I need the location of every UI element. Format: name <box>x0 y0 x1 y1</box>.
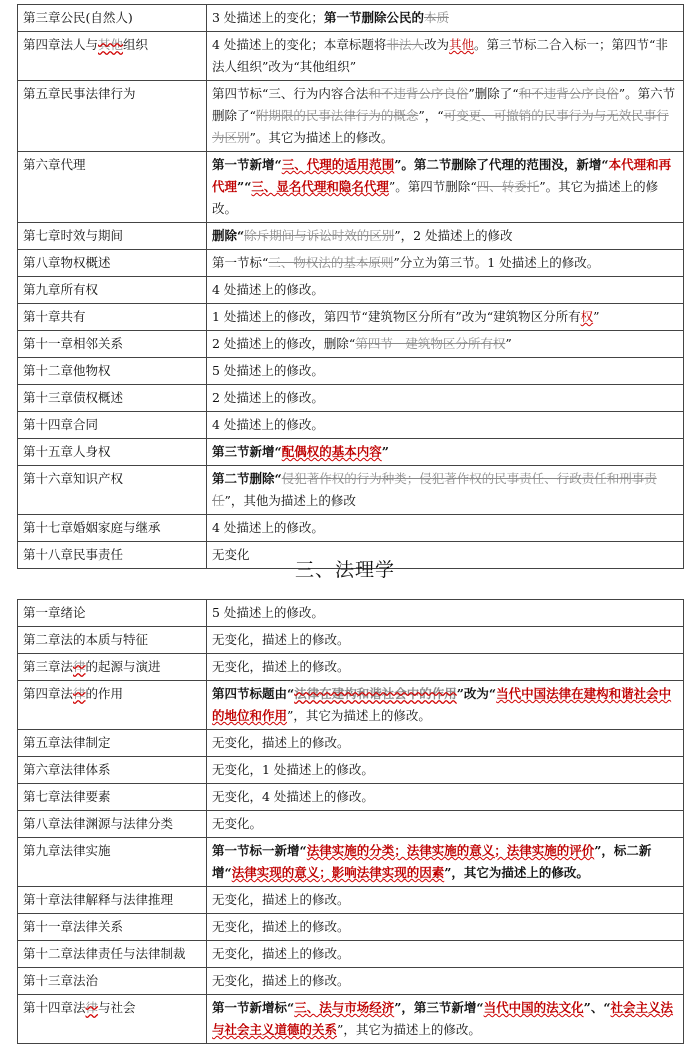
deleted-text: 律 <box>73 686 86 701</box>
change-text: 无变化，描述上的修改。 <box>212 735 350 750</box>
change-text: ”，“ <box>418 108 444 123</box>
chapter-cell <box>18 681 207 730</box>
deleted-text: 除斥期间与诉讼时效的区别 <box>244 228 395 243</box>
change-text: 无变化。 <box>212 816 263 831</box>
table-row <box>18 250 684 277</box>
chapter-title: 第一章绪论 <box>23 605 86 620</box>
table-row <box>18 223 684 250</box>
chapter-title: 组织 <box>123 37 149 52</box>
chapter-cell <box>18 81 207 152</box>
change-text: ”。其它为描述上的修改。 <box>249 130 394 145</box>
change-text: ”，其它为描述上的修改。 <box>444 865 589 880</box>
chapter-title: 第三章法 <box>23 659 74 674</box>
change-cell <box>207 466 684 515</box>
chapter-cell <box>18 152 207 223</box>
table-row <box>18 968 684 995</box>
table-row <box>18 995 684 1044</box>
deleted-text: 三、物权法的基本原则 <box>268 255 394 270</box>
added-text: 三、法与市场经济 <box>294 1000 395 1015</box>
table-row <box>18 811 684 838</box>
table-row <box>18 412 684 439</box>
deleted-text: 本质 <box>423 10 449 25</box>
change-text: ” <box>593 309 600 324</box>
change-text: 第一节删除公民的 <box>323 10 424 25</box>
deleted-text: 四、转委托 <box>476 179 540 194</box>
added-text: 配偶权的基本内容 <box>281 444 382 459</box>
change-text: ” <box>505 336 512 351</box>
change-text: 无变化，描述上的修改。 <box>212 659 350 674</box>
table-row <box>18 385 684 412</box>
table-row <box>18 941 684 968</box>
deleted-text: 第四节 建筑物区分所有权 <box>355 336 506 351</box>
table-row <box>18 358 684 385</box>
chapter-cell <box>18 654 207 681</box>
change-cell <box>207 515 684 542</box>
chapter-cell <box>18 757 207 784</box>
change-text: ”。第六节删除了“ <box>212 86 676 123</box>
change-text: ”。第二节删除了代理的范围没，新增“ <box>394 157 609 172</box>
change-cell <box>207 223 684 250</box>
deleted-text: 其他 <box>98 37 124 52</box>
change-cell <box>207 730 684 757</box>
chapter-title: 的起源与演进 <box>85 659 161 674</box>
chapter-cell <box>18 223 207 250</box>
change-text: ”。其它为描述上的修改。 <box>212 179 659 216</box>
chapter-cell <box>18 358 207 385</box>
change-text: 4 处描述上的修改。 <box>212 282 324 297</box>
deleted-text: 可变更、可撤销的民事行为与无效民事行为区别 <box>212 108 669 145</box>
change-text: 无变化，描述上的修改。 <box>212 919 350 934</box>
change-text: ”“ <box>237 179 252 194</box>
chapter-title: 第十七章婚姻家庭与继承 <box>23 520 161 535</box>
change-text: 第三节新增“ <box>212 444 282 459</box>
chapter-title: 第五章法律制定 <box>23 735 111 750</box>
chapter-cell <box>18 277 207 304</box>
change-cell <box>207 412 684 439</box>
change-text: 2 处描述上的修改，删除“ <box>212 336 356 351</box>
chapter-title: 第四章法人与 <box>23 37 99 52</box>
table-row <box>18 914 684 941</box>
change-text: 无变化，1 处描述上的修改。 <box>212 762 374 777</box>
chapter-cell <box>18 730 207 757</box>
chapter-cell <box>18 811 207 838</box>
table-row <box>18 466 684 515</box>
added-text: 权 <box>580 309 594 324</box>
chapter-cell <box>18 331 207 358</box>
chapter-title: 第四章法 <box>23 686 74 701</box>
change-cell <box>207 385 684 412</box>
change-cell <box>207 250 684 277</box>
change-text: 5 处描述上的修改。 <box>212 363 324 378</box>
chapter-title: 第八章物权概述 <box>23 255 111 270</box>
chapter-title: 第八章法律渊源与法律分类 <box>23 816 174 831</box>
chapter-title: 第十二章他物权 <box>23 363 111 378</box>
deleted-text: 律 <box>85 1000 99 1015</box>
added-text: 三、代理的适用范围 <box>281 157 395 172</box>
chapter-title: 第十六章知识产权 <box>23 471 124 486</box>
chapter-title: 的作用 <box>85 686 124 701</box>
change-cell <box>207 811 684 838</box>
chapter-title: 第六章法律体系 <box>23 762 111 777</box>
added-text: 其他 <box>448 37 474 52</box>
chapter-title: 第七章法律要素 <box>23 789 111 804</box>
change-text: ”，第三节新增“ <box>394 1000 484 1015</box>
chapter-cell <box>18 466 207 515</box>
deleted-text: 侵犯著作权的行为种类；侵犯著作权的民事责任、行政责任和刑事责任 <box>212 471 657 508</box>
change-text: 第一节标一新增“ <box>212 843 307 858</box>
chapter-title: 第十四章法 <box>23 1000 86 1015</box>
chapter-cell <box>18 412 207 439</box>
chapter-title: 第十二章法律责任与法律制裁 <box>23 946 186 961</box>
change-text: 5 处描述上的修改。 <box>212 605 324 620</box>
change-cell <box>207 757 684 784</box>
change-text: 3 处描述上的变化； <box>212 10 324 25</box>
change-text: ”分立为第三节。1 处描述上的修改。 <box>393 255 600 270</box>
chapter-title: 第十章共有 <box>23 309 86 324</box>
added-text: 三、显名代理和隐名代理 <box>251 179 389 194</box>
chapter-cell <box>18 887 207 914</box>
change-text: 第二节删除“ <box>212 471 282 486</box>
chapter-title: 第十四章合同 <box>23 417 99 432</box>
table-row <box>18 515 684 542</box>
change-cell <box>207 914 684 941</box>
table-row <box>18 304 684 331</box>
chapter-cell <box>18 32 207 81</box>
change-text: 2 处描述上的修改。 <box>212 390 324 405</box>
chapter-title: 第十章法律解释与法律推理 <box>23 892 174 907</box>
chapter-title: 第九章法律实施 <box>23 843 111 858</box>
deleted-text: 和不违背公序良俗 <box>518 86 619 101</box>
deleted-text: 附期限的民事法律行为的概念 <box>255 108 419 123</box>
table-row <box>18 838 684 887</box>
change-cell <box>207 32 684 81</box>
table-row <box>18 600 684 627</box>
change-text: 。第三节标二合入标一；第四节“非法人组织”改为“其他组织” <box>212 37 668 74</box>
added-text: 法律实施的分类；法律实施的意义；法律实施的评价 <box>306 843 595 858</box>
change-text: ”改为“ <box>456 686 497 701</box>
change-text: 4 处描述上的修改。 <box>212 520 324 535</box>
section-heading: 三、法理学 <box>294 559 395 581</box>
change-cell <box>207 5 684 32</box>
chapter-cell <box>18 784 207 811</box>
chapter-title: 第二章法的本质与特征 <box>23 632 149 647</box>
deleted-text: 和不违背公序良俗 <box>368 86 469 101</box>
chapter-cell <box>18 5 207 32</box>
chapter-cell <box>18 600 207 627</box>
change-text: ”，标二新增“ <box>212 843 652 880</box>
chapter-cell <box>18 941 207 968</box>
deleted-text: 法律在建构和谐社会中的作用 <box>294 686 457 701</box>
change-cell <box>207 304 684 331</box>
deleted-text: 律 <box>73 659 86 674</box>
chapter-title: 第三章公民(自然人) <box>23 10 133 25</box>
change-cell <box>207 277 684 304</box>
deleted-text: 非法人 <box>386 37 424 52</box>
change-cell <box>207 838 684 887</box>
chapter-cell <box>18 968 207 995</box>
chapter-title: 第十八章民事责任 <box>23 547 124 562</box>
change-cell <box>207 681 684 730</box>
change-text: 第四节标“三、行为内容合法 <box>212 86 369 101</box>
table-row <box>18 5 684 32</box>
change-text: 无变化 <box>212 547 250 562</box>
change-cell <box>207 439 684 466</box>
chapter-cell <box>18 627 207 654</box>
chapter-title: 第十三章法治 <box>23 973 99 988</box>
change-text: 无变化，描述上的修改。 <box>212 973 350 988</box>
chapter-cell <box>18 439 207 466</box>
table-row <box>18 331 684 358</box>
change-cell <box>207 627 684 654</box>
change-cell <box>207 784 684 811</box>
chapter-title: 第六章代理 <box>23 157 86 172</box>
change-cell <box>207 941 684 968</box>
change-text: 第四节标题由“ <box>212 686 295 701</box>
chapter-title: 第九章所有权 <box>23 282 99 297</box>
change-cell <box>207 887 684 914</box>
change-cell <box>207 654 684 681</box>
change-text: 删除“ <box>212 228 245 243</box>
table-row <box>18 730 684 757</box>
table-row <box>18 152 684 223</box>
change-cell <box>207 152 684 223</box>
chapter-title: 第十一章相邻关系 <box>23 336 124 351</box>
change-text: ” <box>381 444 389 459</box>
chapter-title: 第五章民事法律行为 <box>23 86 136 101</box>
change-text: 4 处描述上的修改。 <box>212 417 324 432</box>
change-text: ”删除了“ <box>468 86 519 101</box>
chapter-title: 与社会 <box>98 1000 136 1015</box>
table-row <box>18 627 684 654</box>
change-text: 第一节新增标“ <box>212 1000 295 1015</box>
change-text: 1 处描述上的修改，第四节“建筑物区分所有”改为“建筑物区分所有 <box>212 309 581 324</box>
chapter-cell <box>18 304 207 331</box>
change-text: 无变化，描述上的修改。 <box>212 892 350 907</box>
change-text: 无变化，4 处描述上的修改。 <box>212 789 374 804</box>
chapter-cell <box>18 995 207 1044</box>
table-row <box>18 32 684 81</box>
chapter-title: 第十五章人身权 <box>23 444 111 459</box>
change-cell <box>207 995 684 1044</box>
change-cell <box>207 600 684 627</box>
table-row <box>18 887 684 914</box>
change-text: 改为 <box>423 37 449 52</box>
change-text: 第一节新增“ <box>212 157 282 172</box>
table-row <box>18 277 684 304</box>
table-row <box>18 654 684 681</box>
change-text: ”，其他为描述上的修改 <box>224 493 356 508</box>
change-text: ”、“ <box>583 1000 611 1015</box>
change-text: 第一节标“ <box>212 255 269 270</box>
change-text: 无变化，描述上的修改。 <box>212 632 350 647</box>
added-text: 法律实现的意义；影响法律实现的因素 <box>231 865 445 880</box>
added-text: 当代中国法律在建构和谐社会中的地位和作用 <box>212 686 672 723</box>
change-text: 无变化，描述上的修改。 <box>212 946 350 961</box>
table-row <box>18 784 684 811</box>
change-text: ”，2 处描述上的修改 <box>394 228 513 243</box>
table-row <box>18 81 684 152</box>
change-cell <box>207 81 684 152</box>
chapter-title: 第十三章债权概述 <box>23 390 124 405</box>
table-row <box>18 681 684 730</box>
jurisprudence-changes-table <box>17 599 684 1044</box>
civil-law-changes-table <box>17 4 684 569</box>
chapter-cell <box>18 914 207 941</box>
change-cell <box>207 331 684 358</box>
chapter-title: 第十一章法律关系 <box>23 919 124 934</box>
chapter-title: 第七章时效与期间 <box>23 228 124 243</box>
change-text: ”，其它为描述上的修改。 <box>337 1022 481 1037</box>
change-text: ”。第四节删除“ <box>388 179 477 194</box>
change-cell <box>207 968 684 995</box>
change-cell <box>207 358 684 385</box>
change-text: 4 处描述上的变化；本章标题将 <box>212 37 387 52</box>
chapter-cell <box>18 250 207 277</box>
chapter-cell <box>18 838 207 887</box>
table-row <box>18 439 684 466</box>
added-text: 社会主义法与社会主义道德的关系 <box>212 1000 674 1037</box>
added-text: 当代中国的法文化 <box>483 1000 584 1015</box>
chapter-cell <box>18 515 207 542</box>
chapter-cell <box>18 385 207 412</box>
change-text: ”，其它为描述上的修改。 <box>287 708 431 723</box>
added-text: 本代理和再代理 <box>212 157 672 194</box>
table-row <box>18 757 684 784</box>
